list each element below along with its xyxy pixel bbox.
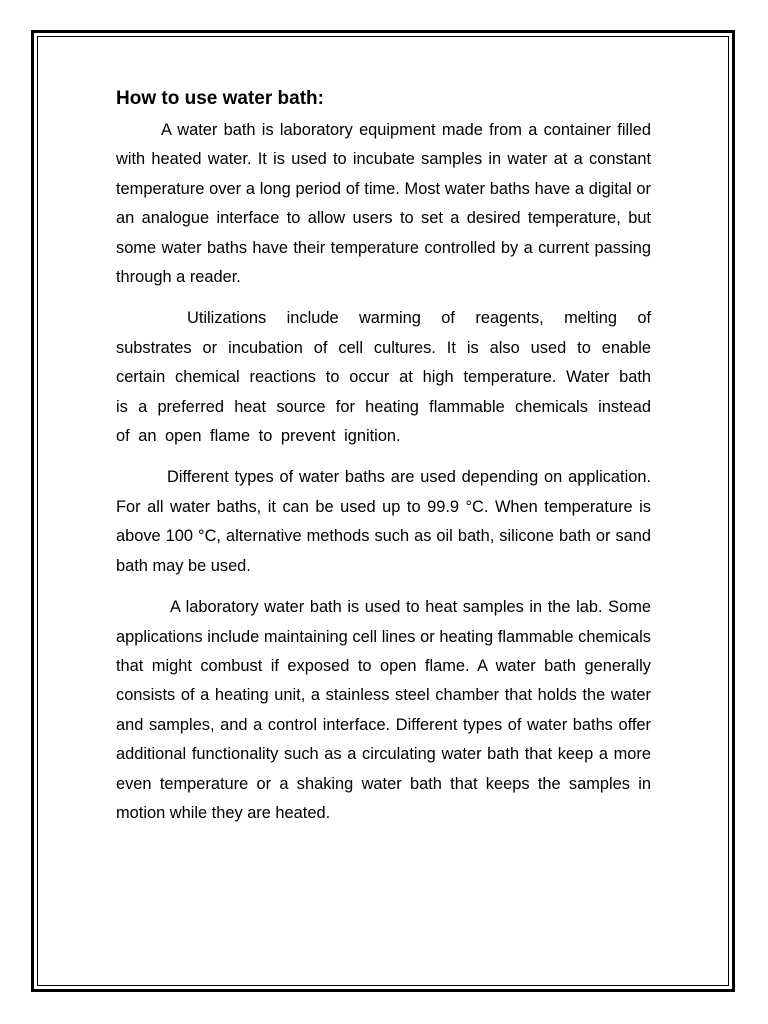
paragraph-types: Different types of water baths are used depending on application. For all water baths, it can be used up to 99.9 °C. When temperature is above 100 °C, alternative methods such as oil bath, silicone bath or sand bath may be used. [116, 468, 651, 575]
document-body [116, 86, 651, 840]
paragraph-intro: A water bath is laboratory equipment made from a container filled with heated water. It is used to incubate samples in water at a constant temperature over a long period of time. Most water baths have a digital or an analogue interface to allow users to set a desired temperature, but some water baths have their temperature controlled by a current passing through a reader. [116, 121, 651, 287]
paragraph-utilizations: Utilizations include warming of reagents, melting of substrates or incubation of cell cultures. It is also used to enable certain chemical reactions to occur at high temperature. Water bath is a preferred heat source for heating flammable chemicals instead of an open flame to prevent ignition. [116, 309, 651, 446]
document-title: How to use water bath: [116, 88, 324, 109]
paragraph-laboratory-use: A laboratory water bath is used to heat samples in the lab. Some applications include maintaining cell lines or heating flammable chemicals that might combust if exposed to open flame. A water bath generally consists of a heating unit, a stainless steel chamber that holds the water and samples, and a control interface. Different types of water baths offer additional functionality such as a circulating water bath that keep a more even temperature or a shaking water bath that keeps the samples in motion while they are heated. [116, 598, 651, 822]
